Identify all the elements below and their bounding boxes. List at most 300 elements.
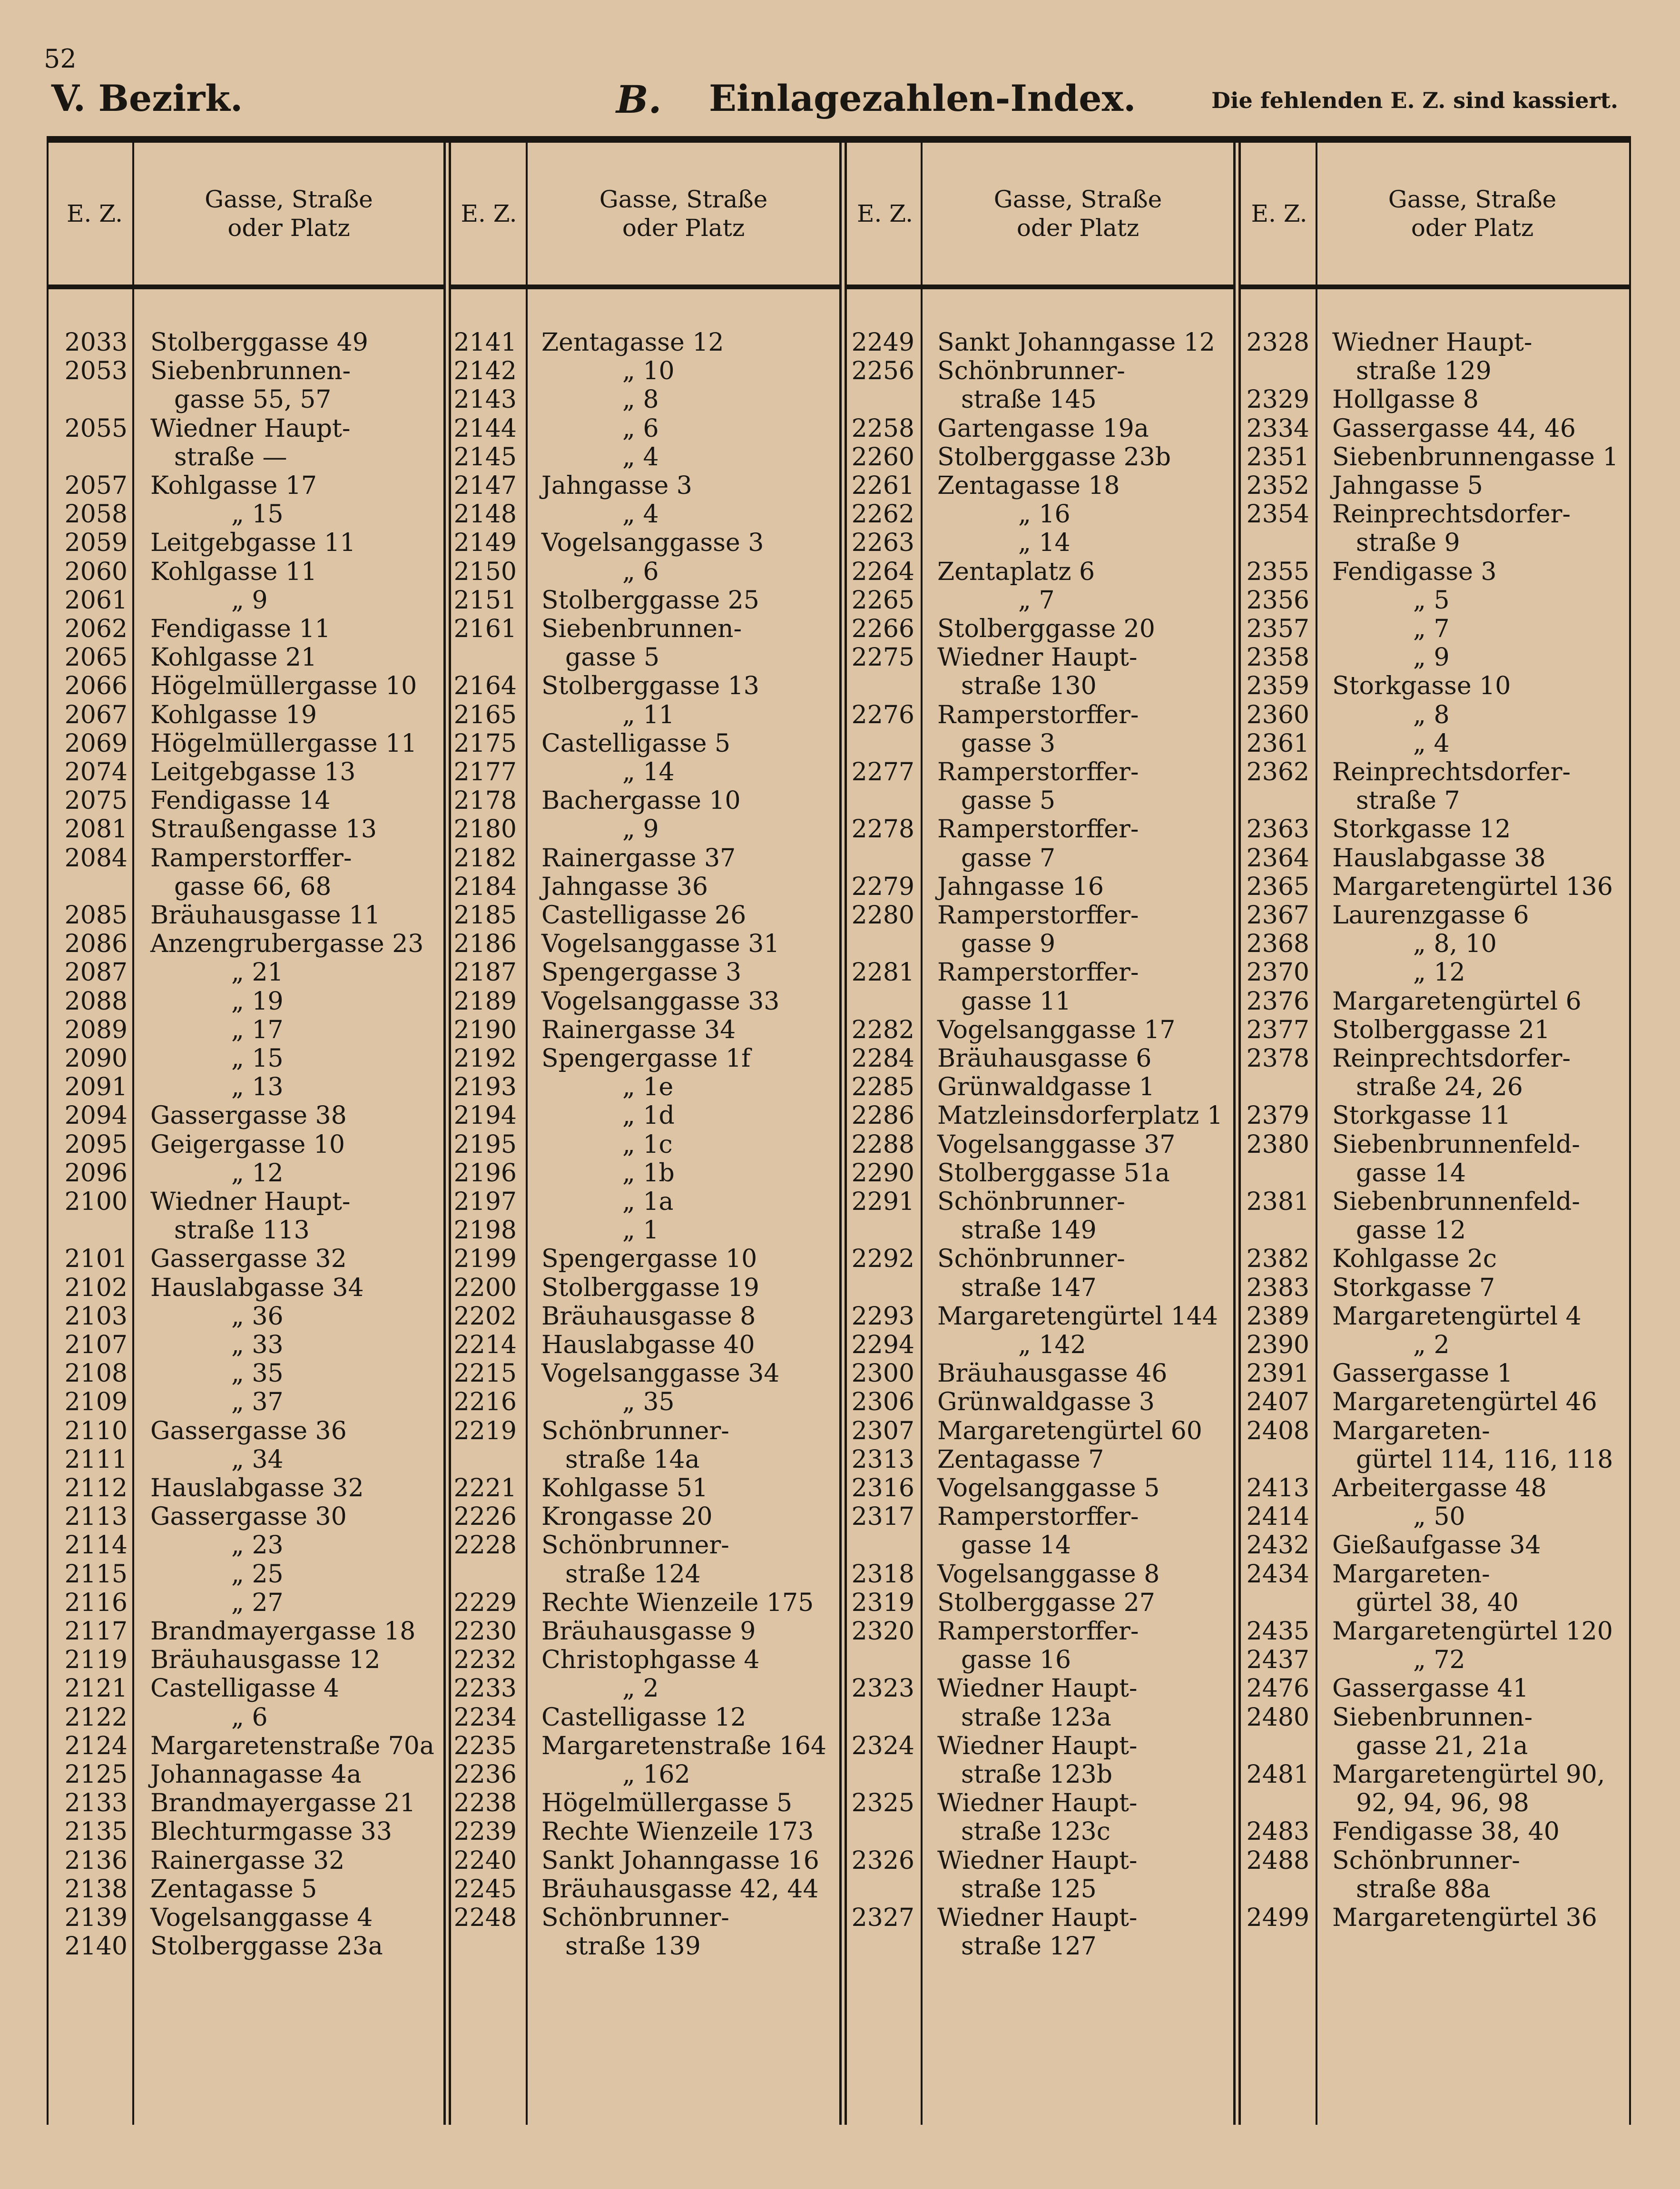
street-name: Ramperstorffer- bbox=[937, 1502, 1139, 1531]
ez-number: 2413 bbox=[1246, 1474, 1309, 1502]
street-continuation: gasse 12 bbox=[1356, 1216, 1466, 1245]
ez-number: 2119 bbox=[64, 1646, 128, 1675]
ez-number: 2282 bbox=[851, 1015, 914, 1044]
ez-number: 2177 bbox=[453, 758, 517, 786]
ez-number: 2161 bbox=[453, 615, 517, 643]
street-continuation: straße 14a bbox=[565, 1445, 700, 1474]
ez-number: 2095 bbox=[64, 1130, 128, 1159]
street-name: Storkgasse 11 bbox=[1332, 1101, 1511, 1130]
street-name: Castelligasse 12 bbox=[541, 1703, 747, 1732]
street-name: Siebenbrunnenfeld- bbox=[1332, 1130, 1580, 1159]
ez-number: 2198 bbox=[453, 1216, 517, 1245]
ez-number: 2378 bbox=[1246, 1044, 1309, 1073]
ez-number: 2139 bbox=[64, 1904, 128, 1932]
ez-number: 2236 bbox=[453, 1760, 517, 1789]
ez-number: 2144 bbox=[453, 414, 517, 443]
street-name: Castelligasse 5 bbox=[541, 729, 731, 758]
street-name: Vogelsanggasse 31 bbox=[541, 930, 780, 959]
street-name: Stolberggasse 19 bbox=[541, 1273, 759, 1302]
ez-number: 2483 bbox=[1246, 1817, 1309, 1846]
street-name: „ 162 bbox=[622, 1760, 690, 1789]
ez-number: 2248 bbox=[453, 1904, 517, 1932]
street-name: Wiedner Haupt- bbox=[937, 1674, 1138, 1703]
street-name: Gassergasse 1 bbox=[1332, 1359, 1513, 1388]
street-continuation: gasse 14 bbox=[961, 1531, 1071, 1560]
street-name: Gassergasse 38 bbox=[150, 1101, 347, 1130]
ez-number: 2334 bbox=[1246, 414, 1309, 443]
ez-number: 2359 bbox=[1246, 672, 1309, 701]
ez-number: 2390 bbox=[1246, 1331, 1309, 1359]
ez-number: 2189 bbox=[453, 987, 517, 1016]
street-name: Kohlgasse 11 bbox=[150, 557, 317, 586]
street-name: Reinprechtsdorfer- bbox=[1332, 1044, 1571, 1073]
street-name: Margaretengürtel 6 bbox=[1332, 987, 1582, 1016]
ez-number: 2307 bbox=[851, 1416, 914, 1445]
street-name: Stolberggasse 21 bbox=[1332, 1015, 1550, 1044]
street-name: Wiedner Haupt- bbox=[150, 414, 351, 443]
street-name: Krongasse 20 bbox=[541, 1502, 713, 1531]
street-name: Bräuhausgasse 9 bbox=[541, 1617, 756, 1646]
street-name: Gießaufgasse 34 bbox=[1332, 1531, 1541, 1560]
street-name: „ 27 bbox=[231, 1588, 284, 1617]
street-name: Margaretengürtel 136 bbox=[1332, 872, 1613, 901]
ez-number: 2279 bbox=[851, 872, 914, 901]
ez-number: 2202 bbox=[453, 1302, 517, 1331]
ez-number: 2278 bbox=[851, 815, 914, 844]
header-line: oder Platz bbox=[227, 214, 350, 242]
ez-number: 2059 bbox=[64, 529, 128, 558]
street-name: Margaretengürtel 144 bbox=[937, 1302, 1218, 1331]
street-name: Siebenbrunnenfeld- bbox=[1332, 1188, 1580, 1216]
col-header-street-4 bbox=[1317, 143, 1627, 285]
street-name: „ 19 bbox=[231, 987, 284, 1016]
street-name: Hauslabgasse 32 bbox=[150, 1474, 364, 1502]
ez-number: 2355 bbox=[1246, 557, 1309, 586]
ez-number: 2088 bbox=[64, 987, 128, 1016]
street-name: „ 9 bbox=[231, 586, 268, 615]
ez-number: 2094 bbox=[64, 1101, 128, 1130]
street-continuation: gasse 66, 68 bbox=[174, 872, 332, 901]
street-name: Jahngasse 3 bbox=[541, 471, 692, 500]
street-name: „ 34 bbox=[231, 1445, 284, 1474]
street-continuation: gasse 55, 57 bbox=[174, 385, 332, 414]
street-name: „ 13 bbox=[231, 1073, 284, 1102]
street-continuation: gasse 21, 21a bbox=[1356, 1731, 1528, 1760]
street-name: Reinprechtsdorfer- bbox=[1332, 500, 1571, 529]
ez-number: 2319 bbox=[851, 1588, 914, 1617]
street-name: Ramperstorffer- bbox=[150, 844, 352, 873]
ez-number: 2175 bbox=[453, 729, 517, 758]
street-name: Margaretenstraße 164 bbox=[541, 1731, 826, 1760]
street-name: Bräuhausgasse 42, 44 bbox=[541, 1875, 819, 1904]
ez-number: 2141 bbox=[453, 328, 517, 357]
street-continuation: gürtel 38, 40 bbox=[1356, 1588, 1519, 1617]
ez-number: 2370 bbox=[1246, 958, 1309, 987]
street-name: „ 1d bbox=[622, 1101, 675, 1130]
street-name: Stolberggasse 23a bbox=[150, 1932, 383, 1961]
col-header-ez-4: E. Z. bbox=[1251, 200, 1307, 227]
ez-number: 2113 bbox=[64, 1502, 128, 1531]
street-name: „ 6 bbox=[622, 414, 659, 443]
ez-number: 2238 bbox=[453, 1789, 517, 1818]
street-name: Vogelsanggasse 33 bbox=[541, 987, 780, 1016]
ez-number: 2096 bbox=[64, 1158, 128, 1188]
group-divider-2 bbox=[839, 143, 847, 2125]
street-name: Gassergasse 30 bbox=[150, 1502, 347, 1531]
ez-number: 2195 bbox=[453, 1130, 517, 1159]
ez-number: 2499 bbox=[1246, 1904, 1309, 1932]
ez-number: 2221 bbox=[453, 1474, 517, 1502]
street-name: Schönbrunner- bbox=[937, 1188, 1125, 1216]
street-name: „ 14 bbox=[1018, 529, 1071, 558]
street-name: Anzengrubergasse 23 bbox=[150, 930, 424, 959]
ez-number: 2228 bbox=[453, 1531, 517, 1560]
street-name: „ 4 bbox=[1413, 729, 1450, 758]
header-line: Gasse, Straße bbox=[993, 186, 1162, 213]
ez-number: 2245 bbox=[453, 1875, 517, 1904]
street-name: Ramperstorffer- bbox=[937, 958, 1139, 987]
ez-number: 2193 bbox=[453, 1073, 517, 1102]
ez-number: 2081 bbox=[64, 815, 128, 844]
ez-number: 2115 bbox=[64, 1560, 128, 1589]
street-name: „ 1 bbox=[622, 1216, 659, 1245]
street-continuation: gasse 11 bbox=[961, 987, 1071, 1016]
street-name: Margaretenstraße 70a bbox=[150, 1731, 434, 1760]
street-name: „ 8, 10 bbox=[1413, 930, 1497, 959]
street-name: „ 7 bbox=[1018, 586, 1055, 615]
street-name: „ 2 bbox=[1413, 1331, 1450, 1359]
street-name: Gassergasse 36 bbox=[150, 1416, 347, 1445]
ez-number: 2325 bbox=[851, 1789, 914, 1818]
street-name: Fendigasse 38, 40 bbox=[1332, 1817, 1560, 1846]
header-line: oder Platz bbox=[1016, 214, 1140, 242]
street-name: Zentaplatz 6 bbox=[937, 557, 1095, 586]
street-name: Rainergasse 32 bbox=[150, 1846, 345, 1875]
ez-number: 2488 bbox=[1246, 1846, 1309, 1875]
street-continuation: straße 88a bbox=[1356, 1875, 1491, 1904]
ez-number: 2313 bbox=[851, 1445, 914, 1474]
street-name: Laurenzgasse 6 bbox=[1332, 901, 1529, 930]
ez-number: 2256 bbox=[851, 357, 914, 386]
ez-number: 2229 bbox=[453, 1588, 517, 1617]
street-name: Margaretengürtel 46 bbox=[1332, 1388, 1597, 1417]
street-name: Margareten- bbox=[1332, 1560, 1490, 1589]
ez-number: 2481 bbox=[1246, 1760, 1309, 1789]
street-name: Stolberggasse 27 bbox=[937, 1588, 1155, 1617]
ez-number: 2258 bbox=[851, 414, 914, 443]
street-continuation: straße 125 bbox=[961, 1875, 1097, 1904]
street-name: Ramperstorffer- bbox=[937, 1617, 1139, 1646]
ez-number: 2380 bbox=[1246, 1130, 1309, 1159]
street-name: Högelmüllergasse 10 bbox=[150, 672, 417, 701]
ez-number: 2136 bbox=[64, 1846, 128, 1875]
street-name: Siebenbrunnen- bbox=[541, 615, 742, 643]
header-line: oder Platz bbox=[1411, 214, 1534, 242]
street-name: „ 36 bbox=[231, 1302, 284, 1331]
ez-number: 2357 bbox=[1246, 615, 1309, 643]
ez-number: 2114 bbox=[64, 1531, 128, 1560]
street-name: Vogelsanggasse 17 bbox=[937, 1015, 1176, 1044]
ez-number: 2234 bbox=[453, 1703, 517, 1732]
ez-number: 2293 bbox=[851, 1302, 914, 1331]
street-continuation: straße 127 bbox=[961, 1932, 1097, 1961]
street-name: Arbeitergasse 48 bbox=[1332, 1474, 1547, 1502]
street-name: „ 7 bbox=[1413, 615, 1450, 643]
ez-number: 2320 bbox=[851, 1617, 914, 1646]
street-name: Rechte Wienzeile 175 bbox=[541, 1588, 814, 1617]
street-name: Margaretengürtel 60 bbox=[937, 1416, 1202, 1445]
street-name: Gassergasse 32 bbox=[150, 1245, 347, 1274]
ez-number: 2143 bbox=[453, 385, 517, 414]
street-continuation: straße 124 bbox=[565, 1560, 701, 1589]
ez-number: 2216 bbox=[453, 1388, 517, 1417]
street-name: Kohlgasse 19 bbox=[150, 700, 317, 729]
street-name: Hollgasse 8 bbox=[1332, 385, 1479, 414]
street-name: Siebenbrunnen- bbox=[150, 357, 351, 386]
ez-number: 2116 bbox=[64, 1588, 128, 1617]
ez-number: 2060 bbox=[64, 557, 128, 586]
ez-number: 2232 bbox=[453, 1646, 517, 1675]
ez-number: 2103 bbox=[64, 1302, 128, 1331]
street-name: „ 21 bbox=[231, 958, 284, 987]
street-name: Wiedner Haupt- bbox=[150, 1188, 351, 1216]
ez-number: 2240 bbox=[453, 1846, 517, 1875]
street-name: Fendigasse 11 bbox=[150, 615, 331, 643]
header-note: Die fehlenden E. Z. sind kassiert. bbox=[1211, 88, 1618, 113]
ez-number: 2275 bbox=[851, 643, 914, 672]
col-header-street-2 bbox=[528, 143, 839, 285]
ez-number: 2230 bbox=[453, 1617, 517, 1646]
street-name: Grünwaldgasse 1 bbox=[937, 1073, 1155, 1102]
ez-number: 2111 bbox=[64, 1445, 128, 1474]
street-name: Brandmayergasse 21 bbox=[150, 1789, 416, 1818]
street-name: Bachergasse 10 bbox=[541, 786, 741, 815]
ez-number: 2316 bbox=[851, 1474, 914, 1502]
street-name: Hauslabgasse 40 bbox=[541, 1331, 755, 1359]
ez-number: 2107 bbox=[64, 1331, 128, 1359]
street-name: Rainergasse 34 bbox=[541, 1015, 736, 1044]
street-name: „ 9 bbox=[622, 815, 659, 844]
street-name: Jahngasse 5 bbox=[1332, 471, 1483, 500]
street-continuation: straße 145 bbox=[961, 385, 1097, 414]
ez-number: 2249 bbox=[851, 328, 914, 357]
street-name: Reinprechtsdorfer- bbox=[1332, 758, 1571, 786]
street-name: Zentagasse 18 bbox=[937, 471, 1120, 500]
street-name: Geigergasse 10 bbox=[150, 1130, 345, 1159]
ez-number: 2233 bbox=[453, 1674, 517, 1703]
street-continuation: straße 113 bbox=[174, 1216, 310, 1245]
ez-number: 2138 bbox=[64, 1875, 128, 1904]
street-name: „ 10 bbox=[622, 357, 675, 386]
col-header-ez-3: E. Z. bbox=[856, 200, 914, 227]
street-continuation: straße 130 bbox=[961, 672, 1097, 701]
ez-number: 2381 bbox=[1246, 1188, 1309, 1216]
street-name: „ 11 bbox=[622, 700, 675, 729]
street-name: Storkgasse 7 bbox=[1332, 1273, 1495, 1302]
ez-number: 2266 bbox=[851, 615, 914, 643]
street-name: Jahngasse 16 bbox=[937, 872, 1104, 901]
street-name: Bräuhausgasse 46 bbox=[937, 1359, 1168, 1388]
ez-number: 2109 bbox=[64, 1388, 128, 1417]
ez-number: 2182 bbox=[453, 844, 517, 873]
ez-number: 2361 bbox=[1246, 729, 1309, 758]
street-name: „ 17 bbox=[231, 1015, 284, 1044]
ez-number: 2391 bbox=[1246, 1359, 1309, 1388]
street-continuation: straße 123c bbox=[961, 1817, 1110, 1846]
ez-number: 2194 bbox=[453, 1101, 517, 1130]
ez-number: 2187 bbox=[453, 958, 517, 987]
ez-number: 2087 bbox=[64, 958, 128, 987]
street-name: Stolberggasse 20 bbox=[937, 615, 1155, 643]
street-name: Stolberggasse 49 bbox=[150, 328, 368, 357]
street-name: „ 50 bbox=[1413, 1502, 1465, 1531]
street-name: Gassergasse 44, 46 bbox=[1332, 414, 1576, 443]
ez-number: 2323 bbox=[851, 1674, 914, 1703]
ez-number: 2354 bbox=[1246, 500, 1309, 529]
col-header-street-1 bbox=[134, 143, 443, 285]
ez-number: 2290 bbox=[851, 1158, 914, 1188]
street-name: Straußengasse 13 bbox=[150, 815, 377, 844]
ez-number: 2265 bbox=[851, 586, 914, 615]
street-name: „ 37 bbox=[231, 1388, 284, 1417]
street-continuation: gürtel 114, 116, 118 bbox=[1356, 1445, 1613, 1474]
street-name: Zentagasse 7 bbox=[937, 1445, 1104, 1474]
street-name: Bräuhausgasse 6 bbox=[937, 1044, 1152, 1073]
street-name: Wiedner Haupt- bbox=[1332, 328, 1533, 357]
ez-number: 2148 bbox=[453, 500, 517, 529]
street-name: Ramperstorffer- bbox=[937, 758, 1139, 786]
ez-number: 2074 bbox=[64, 758, 128, 786]
ez-number: 2190 bbox=[453, 1015, 517, 1044]
street-name: Wiedner Haupt- bbox=[937, 643, 1138, 672]
ez-number: 2219 bbox=[453, 1416, 517, 1445]
street-continuation: gasse 14 bbox=[1356, 1158, 1466, 1188]
street-name: „ 72 bbox=[1413, 1646, 1465, 1675]
street-name: Grünwaldgasse 3 bbox=[937, 1388, 1155, 1417]
street-name: Leitgebgasse 13 bbox=[150, 758, 356, 786]
ez-number: 2291 bbox=[851, 1188, 914, 1216]
ez-number: 2067 bbox=[64, 700, 128, 729]
street-name: Kohlgasse 2c bbox=[1332, 1245, 1497, 1274]
street-continuation: straße 129 bbox=[1356, 357, 1492, 386]
ez-number: 2351 bbox=[1246, 442, 1309, 471]
ez-number: 2069 bbox=[64, 729, 128, 758]
street-name: „ 2 bbox=[622, 1674, 659, 1703]
ez-number: 2432 bbox=[1246, 1531, 1309, 1560]
ez-number: 2435 bbox=[1246, 1617, 1309, 1646]
ez-number: 2100 bbox=[64, 1188, 128, 1216]
ez-number: 2084 bbox=[64, 844, 128, 873]
street-name: Sankt Johanngasse 12 bbox=[937, 328, 1215, 357]
street-name: „ 12 bbox=[231, 1158, 284, 1188]
street-name: Stolberggasse 51a bbox=[937, 1158, 1170, 1188]
ez-number: 2065 bbox=[64, 643, 128, 672]
ez-number: 2376 bbox=[1246, 987, 1309, 1016]
street-name: Fendigasse 14 bbox=[150, 786, 331, 815]
street-continuation: straße 123b bbox=[961, 1760, 1113, 1789]
page-title: Einlagezahlen-Index. bbox=[709, 77, 1136, 119]
street-continuation: straße 9 bbox=[1356, 529, 1460, 558]
ez-number: 2185 bbox=[453, 901, 517, 930]
street-continuation: gasse 3 bbox=[961, 729, 1056, 758]
ez-number: 2414 bbox=[1246, 1502, 1309, 1531]
street-name: „ 14 bbox=[622, 758, 675, 786]
ez-number: 2089 bbox=[64, 1015, 128, 1044]
street-name: Siebenbrunnengasse 1 bbox=[1332, 442, 1619, 471]
ez-number: 2196 bbox=[453, 1158, 517, 1188]
ez-number: 2437 bbox=[1246, 1646, 1309, 1675]
street-name: Storkgasse 12 bbox=[1332, 815, 1511, 844]
col-header-street-3 bbox=[923, 143, 1233, 285]
ez-number: 2292 bbox=[851, 1245, 914, 1274]
ez-number: 2235 bbox=[453, 1731, 517, 1760]
ez-number: 2300 bbox=[851, 1359, 914, 1388]
street-name: „ 23 bbox=[231, 1531, 284, 1560]
ez-number: 2140 bbox=[64, 1932, 128, 1961]
street-name: „ 6 bbox=[231, 1703, 268, 1732]
district-heading: V. Bezirk. bbox=[51, 77, 243, 119]
ez-number: 2379 bbox=[1246, 1101, 1309, 1130]
street-name: Stolberggasse 25 bbox=[541, 586, 759, 615]
ez-number: 2264 bbox=[851, 557, 914, 586]
ez-number: 2360 bbox=[1246, 700, 1309, 729]
street-name: Castelligasse 26 bbox=[541, 901, 747, 930]
ez-number: 2200 bbox=[453, 1273, 517, 1302]
ez-number: 2358 bbox=[1246, 643, 1309, 672]
street-name: Schönbrunner- bbox=[541, 1416, 729, 1445]
ez-number: 2352 bbox=[1246, 471, 1309, 500]
header-line: Gasse, Straße bbox=[205, 186, 373, 213]
ez-number: 2365 bbox=[1246, 872, 1309, 901]
ez-number: 2108 bbox=[64, 1359, 128, 1388]
street-continuation: 92, 94, 96, 98 bbox=[1356, 1789, 1529, 1818]
street-name: Siebenbrunnen- bbox=[1332, 1703, 1533, 1732]
ez-number: 2329 bbox=[1246, 385, 1309, 414]
street-name: „ 35 bbox=[231, 1359, 284, 1388]
street-name: Leitgebgasse 11 bbox=[150, 529, 356, 558]
ez-number: 2165 bbox=[453, 700, 517, 729]
ez-number: 2318 bbox=[851, 1560, 914, 1589]
ez-number: 2135 bbox=[64, 1817, 128, 1846]
street-name: Schönbrunner- bbox=[541, 1904, 729, 1932]
header-line: Gasse, Straße bbox=[599, 186, 768, 213]
street-continuation: straße 7 bbox=[1356, 786, 1460, 815]
ez-number: 2145 bbox=[453, 442, 517, 471]
ez-number: 2284 bbox=[851, 1044, 914, 1073]
ez-divider-1 bbox=[132, 143, 134, 2125]
street-continuation: gasse 5 bbox=[961, 786, 1056, 815]
ez-number: 2197 bbox=[453, 1188, 517, 1216]
street-name: „ 1b bbox=[622, 1158, 675, 1188]
street-name: Spengergasse 10 bbox=[541, 1245, 757, 1274]
street-name: „ 142 bbox=[1018, 1331, 1086, 1359]
ez-number: 2363 bbox=[1246, 815, 1309, 844]
street-name: Kohlgasse 17 bbox=[150, 471, 317, 500]
street-name: Wiedner Haupt- bbox=[937, 1904, 1138, 1932]
street-name: Högelmüllergasse 5 bbox=[541, 1789, 793, 1818]
header-line: oder Platz bbox=[622, 214, 745, 242]
ez-number: 2150 bbox=[453, 557, 517, 586]
street-name: Kohlgasse 51 bbox=[541, 1474, 708, 1502]
street-name: Johannagasse 4a bbox=[150, 1760, 362, 1789]
ez-number: 2151 bbox=[453, 586, 517, 615]
street-name: Castelligasse 4 bbox=[150, 1674, 340, 1703]
ez-number: 2149 bbox=[453, 529, 517, 558]
ez-number: 2066 bbox=[64, 672, 128, 701]
group-divider-3 bbox=[1233, 143, 1241, 2125]
ez-divider-4 bbox=[1316, 143, 1317, 2125]
col-header-ez-2: E. Z. bbox=[461, 200, 517, 227]
